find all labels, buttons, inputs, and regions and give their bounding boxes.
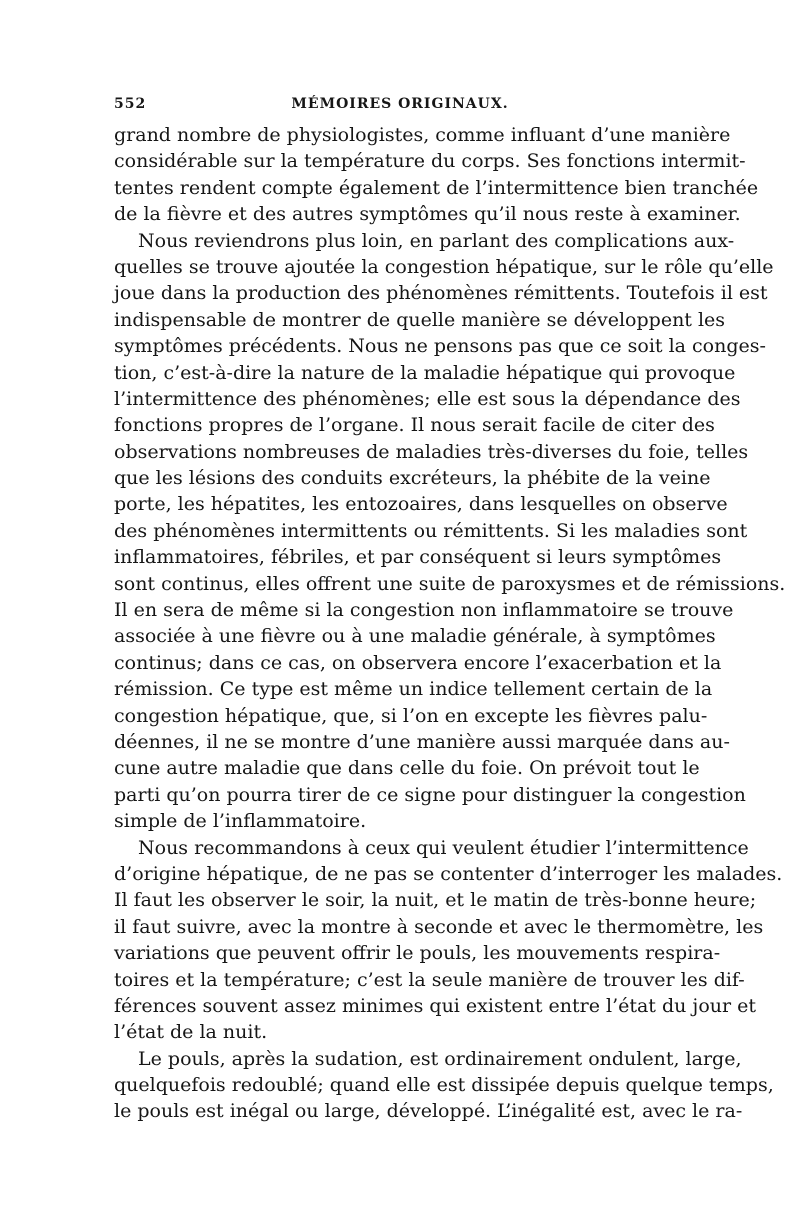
body-text: [114, 122, 786, 1125]
text-line: sont continus, elles offrent une suite de paroxysmes et de rémissions.: [114, 572, 786, 595]
text-line: cune autre maladie que dans celle du foie. On prévoit tout le: [114, 757, 700, 780]
text-line: il faut suivre, avec la montre à seconde et avec le thermomètre, les: [114, 915, 764, 938]
paragraph: [114, 835, 783, 1046]
text-line: le pouls est inégal ou large, développé. L’inégalité est, avec le ra-: [114, 1100, 743, 1123]
text-line: tion, c’est-à-dire la nature de la maladie hépatique qui provoque: [114, 361, 736, 384]
text-line: variations que peuvent offrir le pouls, les mouvements respira-: [114, 942, 721, 965]
text-line: de la fièvre et des autres symptômes qu’il nous reste à examiner.: [114, 203, 741, 226]
text-line: fonctions propres de l’organe. Il nous serait facile de citer des: [114, 414, 715, 437]
text-line: parti qu’on pourra tirer de ce signe pour distinguer la congestion: [114, 783, 746, 806]
text-line: porte, les hépatites, les entozoaires, dans lesquelles on observe: [114, 493, 728, 516]
text-line: quelles se trouve ajoutée la congestion hépatique, sur le rôle qu’elle: [114, 255, 774, 278]
text-line: considérable sur la température du corps. Ses fonctions intermit-: [114, 150, 746, 173]
text-line: déennes, il ne se montre d’une manière aussi marquée dans au-: [114, 730, 730, 753]
book-page: [114, 96, 786, 1125]
text-line: grand nombre de physiologistes, comme influant d’une manière: [114, 124, 731, 146]
text-line: Nous recommandons à ceux qui veulent étudier l’intermittence: [138, 836, 749, 859]
text-line: quelquefois redoublé; quand elle est dissipée depuis quelque temps,: [114, 1074, 774, 1097]
text-line: inflammatoires, fébriles, et par conséquent si leurs symptômes: [114, 546, 722, 569]
text-line: Nous reviendrons plus loin, en parlant des complications aux-: [138, 229, 735, 252]
paragraph: [114, 122, 759, 228]
text-line: Il faut les observer le soir, la nuit, et le matin de très-bonne heure;: [114, 889, 757, 912]
text-line: que les lésions des conduits excréteurs, la phébite de la veine: [114, 467, 711, 490]
text-line: rémission. Ce type est même un indice tellement certain de la: [114, 678, 713, 701]
text-line: Le pouls, après la sudation, est ordinairement ondulent, large,: [138, 1047, 742, 1070]
paragraph: [114, 1046, 774, 1125]
text-line: l’état de la nuit.: [114, 1021, 268, 1044]
text-line: Il en sera de même si la congestion non inflammatoire se trouve: [114, 599, 734, 622]
text-line: joue dans la production des phénomènes rémittents. Toutefois il est: [114, 282, 768, 305]
text-line: continus; dans ce cas, on observera encore l’exacerbation et la: [114, 651, 722, 674]
text-line: férences souvent assez minimes qui existent entre l’état du jour et: [114, 994, 756, 1017]
text-line: congestion hépatique, que, si l’on en excepte les fièvres palu-: [114, 704, 708, 727]
text-line: indispensable de montrer de quelle manière se développent les: [114, 308, 726, 331]
text-line: observations nombreuses de maladies très-diverses du foie, telles: [114, 440, 749, 463]
text-line: tentes rendent compte également de l’intermittence bien tranchée: [114, 176, 759, 199]
text-line: simple de l’inflammatoire.: [114, 810, 367, 833]
text-line: associée à une fièvre ou à une maladie générale, à symptômes: [114, 625, 716, 648]
text-line: d’origine hépatique, de ne pas se contenter d’interroger les malades.: [114, 862, 783, 885]
paragraph: [114, 228, 786, 835]
text-line: des phénomènes intermittents ou rémittents. Si les maladies sont: [114, 519, 748, 542]
text-line: toires et la température; c’est la seule manière de trouver les dif-: [114, 968, 745, 991]
running-title: MÉMOIRES ORIGINAUX.: [291, 96, 509, 112]
page-header: [114, 96, 686, 122]
text-line: l’intermittence des phénomènes; elle est sous la dépendance des: [114, 387, 741, 410]
page-number: 552: [114, 96, 147, 112]
text-line: symptômes précédents. Nous ne pensons pas que ce soit la conges-: [114, 335, 766, 358]
